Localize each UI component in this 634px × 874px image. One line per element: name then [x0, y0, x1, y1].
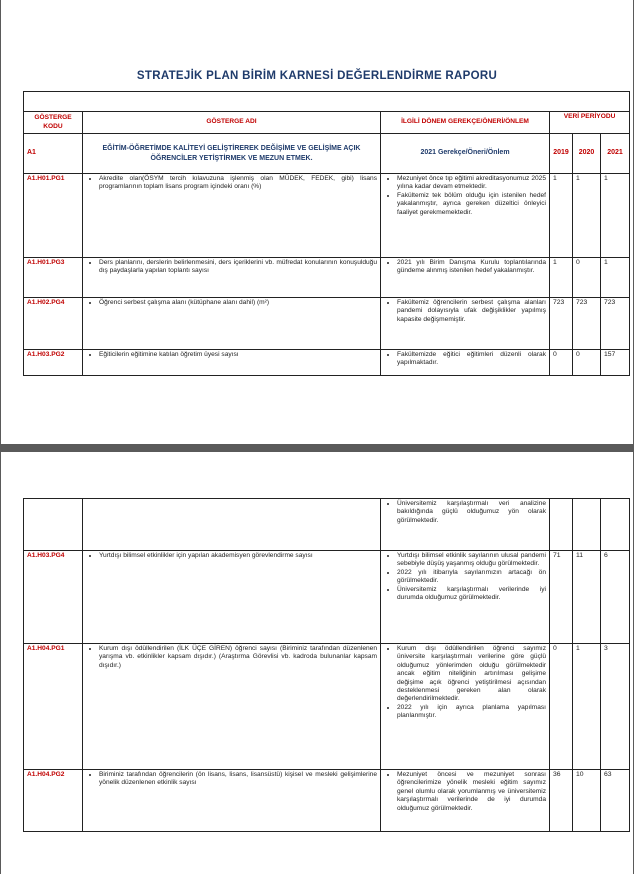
note: • Fakültemizde eğitici eğitimleri düzenli olarak yapılmaktadır. — [397, 351, 546, 368]
indicator-name — [83, 499, 381, 551]
value-2019 — [550, 499, 573, 551]
note: • Fakültemiz öğrencilerin serbest çalışma alanları pandemi dolayısıyla ufak değişiklikler yapılmış kapasite değişmemiştir. — [397, 299, 546, 324]
indicator-name-text: • Öğrenci serbest çalışma alanı (kütüphane alanı dahil) (m²) — [99, 299, 377, 307]
indicator-name — [83, 551, 381, 644]
note: • 2021 yılı Birim Danışma Kurulu toplantılarında gündeme alınmış istenilen hedef yakalanmıştır. — [397, 259, 546, 276]
page-1 — [1, 0, 633, 444]
table-row — [24, 174, 630, 258]
indicator-notes — [381, 551, 550, 644]
report-table-2 — [23, 498, 630, 832]
note: • Fakültemiz tek bölüm olduğu için istenilen hedef yakalanmıştır, ayrıca gereken düzeltici önleyici faaliyet gerekmemektedir. — [397, 192, 546, 217]
indicator-notes — [381, 258, 550, 298]
group-row — [24, 134, 630, 174]
year-2021: 2021 — [601, 134, 630, 174]
year-2019: 2019 — [550, 134, 573, 174]
table-row — [24, 499, 630, 551]
indicator-name-text: • Ders planlarını, derslerin belirlenmesini, ders içeriklerini vb. müfredat konularının konuşulduğu dış paydaşlarla yapılan toplantı sayısı — [99, 259, 377, 276]
value-2019: 0 — [550, 350, 573, 376]
indicator-code: A1.H04.PG2 — [24, 770, 83, 832]
value-2020: 1 — [573, 174, 601, 258]
indicator-code: A1.H01.PG1 — [24, 174, 83, 258]
table-row — [24, 551, 630, 644]
table-row — [24, 350, 630, 376]
indicator-name — [83, 770, 381, 832]
header-code: GÖSTERGE KODU — [24, 112, 83, 134]
empty-row — [24, 92, 630, 112]
indicator-notes — [381, 298, 550, 350]
note: • 2022 yılı için ayrıca planlama yapılması planlanmıştır. — [397, 704, 546, 721]
table-row — [24, 644, 630, 770]
header-related: İLGİLİ DÖNEM GEREKÇE/ÖNERİ/ÖNLEM — [381, 112, 550, 134]
indicator-notes — [381, 350, 550, 376]
indicator-name-text: • Biriminiz tarafından öğrencilerin (ön lisans, lisans, lisansüstü) kişisel ve mesleki gelişimlerine yönelik düzenlenen etkinlik sayısı — [99, 771, 377, 788]
indicator-notes — [381, 644, 550, 770]
report-title: STRATEJİK PLAN BİRİM KARNESİ DEĞERLENDİRME RAPORU — [136, 70, 498, 82]
value-2021: 723 — [601, 298, 630, 350]
note: • Üniversitemiz karşılaştırmalı veri analizine bakıldığında güçlü olduğumuz yön olarak görülmektedir. — [397, 500, 546, 525]
header-name: GÖSTERGE ADI — [83, 112, 381, 134]
indicator-name — [83, 258, 381, 298]
value-2020: 11 — [573, 551, 601, 644]
indicator-name-text: • Eğiticilerin eğitimine katılan öğretim üyesi sayısı — [99, 351, 377, 359]
table-row — [24, 258, 630, 298]
indicator-name-text: • Yurtdışı bilimsel etkinlikler için yapılan akademisyen görevlendirme sayısı — [99, 552, 377, 560]
value-2019: 36 — [550, 770, 573, 832]
value-2020 — [573, 499, 601, 551]
note: • Üniversitemiz karşılaştırmalı verilerinde iyi durumda olduğumuz görülmektedir. — [397, 586, 546, 603]
group-related: 2021 Gerekçe/Öneri/Önlem — [381, 134, 550, 174]
indicator-name — [83, 644, 381, 770]
indicator-notes — [381, 770, 550, 832]
indicator-code: A1.H03.PG4 — [24, 551, 83, 644]
report-table-1 — [23, 91, 630, 376]
indicator-name — [83, 350, 381, 376]
indicator-code: A1.H02.PG4 — [24, 298, 83, 350]
indicator-code: A1.H03.PG2 — [24, 350, 83, 376]
indicator-name — [83, 298, 381, 350]
indicator-name — [83, 174, 381, 258]
value-2019: 0 — [550, 644, 573, 770]
value-2021: 157 — [601, 350, 630, 376]
year-2020: 2020 — [573, 134, 601, 174]
value-2020: 1 — [573, 644, 601, 770]
note: • Mezuniyet öncesi ve mezuniyet sonrası öğrencilerimize yönelik mesleki eğitim sayımız genel olumlu olarak yorumlanmış ve üniversitemiz karşılaştırmalı verilerinde de iyi durumda olduğumuz görülmektedir. — [397, 771, 546, 813]
indicator-notes — [381, 499, 550, 551]
value-2021: 1 — [601, 174, 630, 258]
value-2021 — [601, 499, 630, 551]
page-2 — [1, 452, 633, 874]
value-2020: 0 — [573, 258, 601, 298]
value-2020: 0 — [573, 350, 601, 376]
note: • Yurtdışı bilimsel etkinlik sayılarının ulusal pandemi sebebiyle düşüş yaşanmış olduğu görülmektedir. — [397, 552, 546, 569]
indicator-name-text: • Kurum dışı ödüllendirilen (İLK ÜÇE GİREN) öğrenci sayısı (Biriminiz tarafından düzenlenen yarışma vb. etkinlikler kapsam dışıdır.) (Araştırma Görevlisi vb. kadroda bulunanlar kapsam dışıdır.) — [99, 645, 377, 670]
indicator-code: A1.H01.PG3 — [24, 258, 83, 298]
value-2019: 723 — [550, 298, 573, 350]
indicator-notes — [381, 174, 550, 258]
note: • Kurum dışı ödüllendirilen öğrenci sayımız üniversite karşılaştırmalı verilerine göre güçlü olduğumuz yönlerimden olduğu görülmektedir ancak eğitim niteliğinin artırılması gelişime değişime açık öğrenci yetiştirilmesi açısından desteklenmesi gereken alan olarak değerlendirilmektedir. — [397, 645, 546, 704]
value-2020: 723 — [573, 298, 601, 350]
value-2021: 1 — [601, 258, 630, 298]
value-2019: 1 — [550, 258, 573, 298]
value-2021: 63 — [601, 770, 630, 832]
value-2019: 71 — [550, 551, 573, 644]
indicator-code — [24, 499, 83, 551]
table-row — [24, 298, 630, 350]
group-code: A1 — [24, 134, 83, 174]
value-2019: 1 — [550, 174, 573, 258]
indicator-name-text: • Akredite olan(ÖSYM tercih kılavuzuna işlenmiş olan MÜDEK, FEDEK, gibi) lisans programlarının toplam lisans program içindeki oranı (%) — [99, 175, 377, 192]
header-period: VERİ PERİYODU — [550, 112, 630, 134]
value-2021: 3 — [601, 644, 630, 770]
indicator-code: A1.H04.PG1 — [24, 644, 83, 770]
note: • 2022 yılı itibarıyla sayılarımızın artacağı ön görülmektedir. — [397, 569, 546, 586]
group-name: EĞİTİM-ÖĞRETİMDE KALİTEYİ GELİŞTİREREK DEĞİŞİME VE GELİŞİME AÇIK ÖĞRENCİLER YETİŞTİRMEK VE MEZUN ETMEK. — [83, 134, 381, 174]
value-2020: 10 — [573, 770, 601, 832]
header-row — [24, 112, 630, 134]
table-row — [24, 770, 630, 832]
note: • Mezuniyet önce tıp eğitimi akreditasyonumuz 2025 yılına kadar devam etmektedir. — [397, 175, 546, 192]
value-2021: 6 — [601, 551, 630, 644]
